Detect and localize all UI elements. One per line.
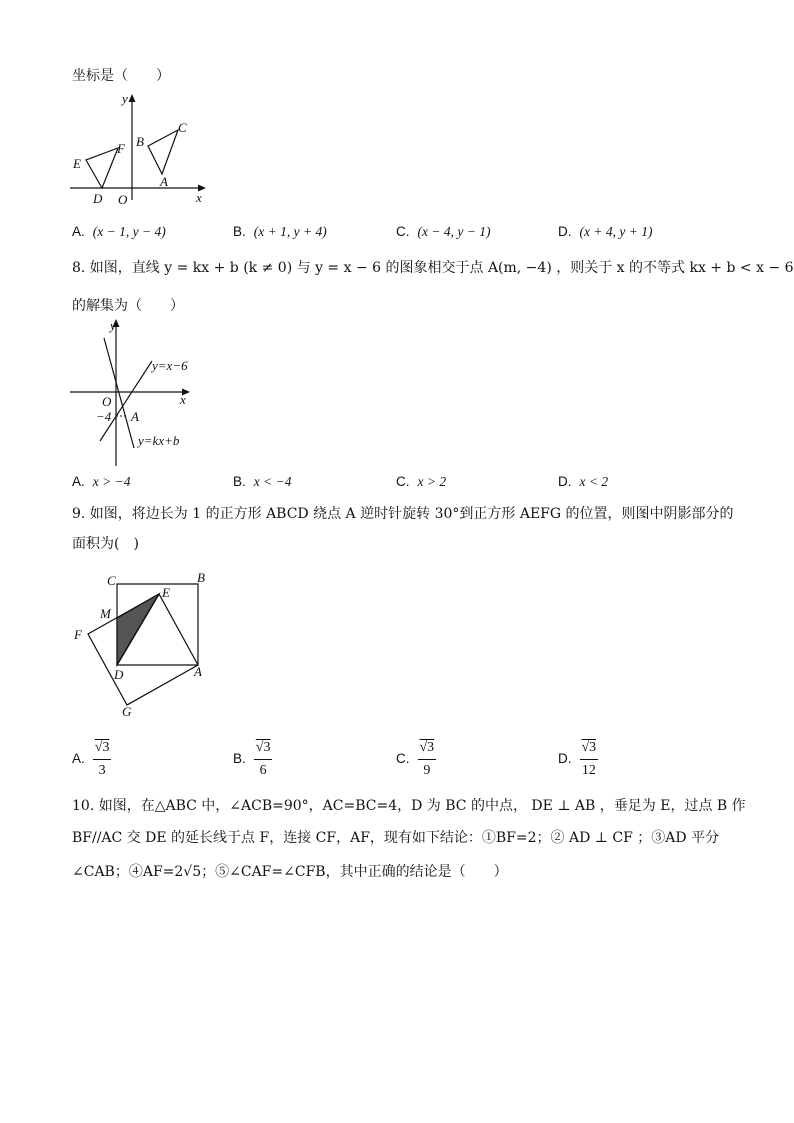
q9-option-d: D. $\frac{√3}{12}$ — [558, 740, 597, 778]
svg-text:A: A — [131, 409, 139, 424]
q8-line1: 8. 如图，直线 y = kx + b (k ≠ 0) 与 y = x − 6 的图象相交于点 A(m, −4) ，则关于 x 的不等式 kx + b < x − 6 — [72, 260, 794, 276]
q9-option-a: A. $\frac{√3}{3}$ — [72, 740, 110, 778]
svg-text:x: x — [196, 190, 202, 205]
svg-text:F: F — [117, 141, 125, 156]
q9-line2: 面积为( ) — [72, 536, 139, 552]
q8-figure — [70, 316, 210, 468]
svg-text:y: y — [122, 91, 128, 106]
q9-figure — [70, 566, 210, 722]
q7-option-a: A. (x − 1, y − 4) — [72, 224, 166, 239]
q10-line3: ∠CAB；④AF=2√5；⑤∠CAF=∠CFB，其中正确的结论是（ ） — [72, 864, 508, 880]
svg-text:C: C — [178, 120, 187, 135]
q9-option-c: C. $\frac{√3}{9}$ — [396, 740, 435, 778]
svg-text:B: B — [136, 134, 144, 149]
q8-option-b: B. x < −4 — [233, 474, 292, 489]
q8-option-d: D. x < 2 — [558, 474, 609, 489]
q9-option-b: B. $\frac{√3}{6}$ — [233, 740, 271, 778]
svg-text:A: A — [194, 664, 202, 679]
q7-figure — [70, 92, 210, 207]
svg-text:O: O — [102, 394, 112, 409]
q8-option-c: C. x > 2 — [396, 474, 447, 489]
svg-text:F: F — [74, 627, 82, 642]
svg-text:B: B — [197, 570, 205, 585]
q7-text: 坐标是（ ） — [72, 68, 170, 84]
svg-text:y: y — [110, 318, 116, 333]
svg-text:E: E — [162, 585, 170, 600]
svg-text:−4: −4 — [96, 409, 112, 424]
q7-option-d: D. (x + 4, y + 1) — [558, 224, 653, 239]
svg-text:O: O — [118, 192, 128, 207]
q10-line1: 10. 如图，在△ABC 中，∠ACB=90°，AC=BC=4，D 为 BC 的中点， DE ⊥ AB ，垂足为 E，过点 B 作 — [72, 798, 746, 814]
q8-option-a: A. x > −4 — [72, 474, 131, 489]
q8-line2: 的解集为（ ） — [72, 298, 184, 314]
svg-text:E: E — [73, 156, 81, 171]
svg-text:A: A — [160, 174, 168, 189]
svg-text:C: C — [107, 573, 116, 588]
svg-text:D: D — [114, 667, 124, 682]
svg-text:M: M — [100, 606, 111, 621]
q10-line2: BF//AC 交 DE 的延长线于点 F，连接 CF，AF，现有如下结论：①BF=2；② AD ⊥ CF ；③AD 平分 — [72, 830, 720, 846]
svg-text:x: x — [180, 392, 186, 407]
q9-line1: 9. 如图，将边长为 1 的正方形 ABCD 绕点 A 逆时针旋转 30°到正方形 AEFG 的位置，则图中阴影部分的 — [72, 506, 734, 522]
svg-text:D: D — [93, 191, 103, 206]
svg-text:y=x−6: y=x−6 — [152, 358, 188, 373]
q7-option-c: C. (x − 4, y − 1) — [396, 224, 491, 239]
q7-option-b: B. (x + 1, y + 4) — [233, 224, 327, 239]
svg-text:y=kx+b: y=kx+b — [138, 433, 180, 448]
svg-text:G: G — [122, 704, 132, 719]
